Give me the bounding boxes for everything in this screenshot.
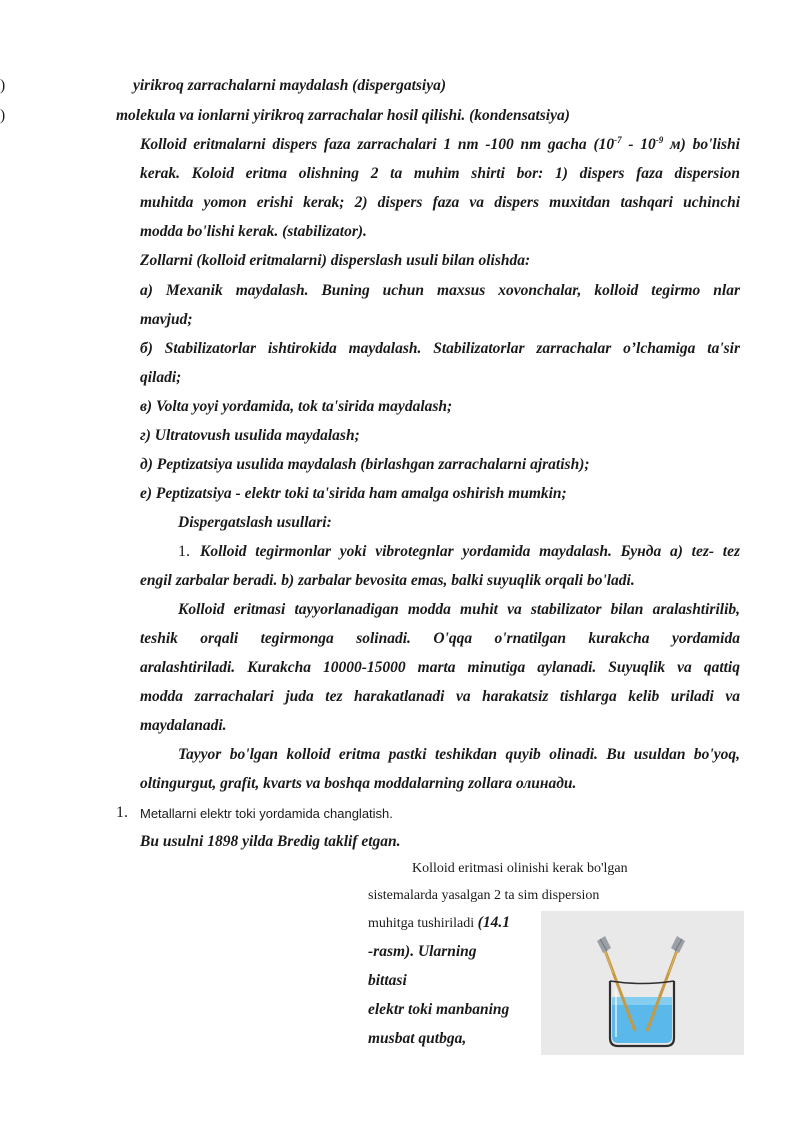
exponent: -9 — [655, 135, 664, 145]
list-number: 1. — [178, 543, 190, 560]
text-line: mavjud; — [140, 311, 193, 328]
text-line-mixed — [368, 913, 510, 934]
list-item-heading: Metallarni elektr toki yordamida changlatish. — [140, 806, 393, 821]
section-heading: Dispergatslash usullari: — [178, 514, 332, 531]
text-line: bittasi — [368, 972, 407, 989]
liquid-surface — [612, 997, 672, 1005]
text-line: в) Volta yoyi yordamida, tok ta'sirida maydalash; — [140, 398, 453, 415]
text-line: Bu usulni 1898 yilda Bredig taklif etgan. — [140, 833, 401, 850]
text-line: maydalanadi. — [140, 717, 227, 734]
list-number: 1. — [116, 804, 128, 821]
text-segment: м) bo'lishi — [663, 136, 740, 153]
text-line: г) Ultratovush usulida maydalash; — [140, 427, 360, 444]
text-line: е) Peptizatsiya - elektr toki ta'sirida ham amalga oshirish mumkin; — [140, 485, 567, 502]
text-segment: Kolloid eritmalarni dispers faza zarrachalari 1 nm -100 nm gacha (10 — [140, 136, 615, 153]
text-segment: - 10 — [621, 136, 656, 153]
text-line: Kolloid eritmasi olinishi kerak bo'lgan — [412, 861, 628, 876]
left-electrode-clip — [597, 936, 611, 953]
text-line-with-exponents — [140, 135, 740, 155]
text-line: -rasm). Ularning — [368, 943, 477, 960]
figure-reference: (14.1 — [477, 914, 510, 931]
text-line: modda bo'lishi kerak. (stabilizator). — [140, 223, 367, 240]
list-marker: ) — [0, 107, 6, 124]
text-line: Zollarni (kolloid eritmalarni) disperslash usuli bilan olishda: — [140, 252, 531, 269]
text-line: kerak. Koloid eritma olishning 2 ta muhim shirti bor: 1) dispers faza dispersion — [140, 165, 740, 182]
text-line: modda zarrachalari juda tez harakatlanadi va harakatsiz tishlarga kelib uriladi va — [140, 688, 740, 705]
text-line: sistemalarda yasalgan 2 ta sim dispersion — [368, 888, 600, 903]
exponent: -7 — [614, 135, 622, 145]
text-segment: muhitga tushiriladi — [368, 916, 478, 931]
text-line: б) Stabilizatorlar ishtirokida maydalash. Stabilizatorlar zarrachalar o’lchamiga ta'sir — [140, 340, 740, 357]
text-line: д) Peptizatsiya usulida maydalash (birlashgan zarrachalarni ajratish); — [140, 456, 590, 473]
right-electrode-clip — [671, 936, 685, 953]
text-line: Kolloid eritmasi tayyorlanadigan modda muhit va stabilizator bilan aralashtirilib, — [178, 601, 740, 618]
text-line: qiladi; — [140, 369, 182, 386]
text-line: muhitda yomon erishi kerak; 2) dispers faza va dispers muxitdan tashqari uchinchi — [140, 194, 740, 211]
text-line: oltingurgut, grafit, kvarts va boshqa moddalarning zollara олинади. — [140, 775, 577, 792]
text-line: musbat qutbga, — [368, 1030, 467, 1047]
text-line: Kolloid tegirmonlar yoki vibrotegnlar yordamida maydalash. Бунда a) tez- tez — [200, 543, 740, 560]
text-line: engil zarbalar beradi. b) zarbalar bevosita emas, balki suyuqlik orqali bo'ladi. — [140, 572, 635, 589]
list-marker: ) — [0, 77, 6, 94]
beaker-electrodes-figure — [541, 911, 744, 1055]
text-line: molekula va ionlarni yirikroq zarrachalar hosil qilishi. (kondensatsiya) — [116, 107, 570, 124]
text-line: a) Mexanik maydalash. Buning uchun maxsus xovonchalar, kolloid tegirmo nlar — [140, 282, 740, 299]
text-line: elektr toki manbaning — [368, 1001, 510, 1018]
text-line: aralashtiriladi. Kurakcha 10000-15000 marta minutiga aylanadi. Suyuqlik va qattiq — [140, 659, 740, 676]
text-line: yirikroq zarrachalarni maydalash (dispergatsiya) — [133, 77, 447, 94]
text-line: Tayyor bo'lgan kolloid eritma pastki teshikdan quyib olinadi. Bu usuldan bo'yoq, — [178, 746, 740, 763]
beaker-illustration — [541, 911, 744, 1055]
text-line: teshik orqali tegirmonga solinadi. O'qqa o'rnatilgan kurakcha yordamida — [140, 630, 740, 647]
